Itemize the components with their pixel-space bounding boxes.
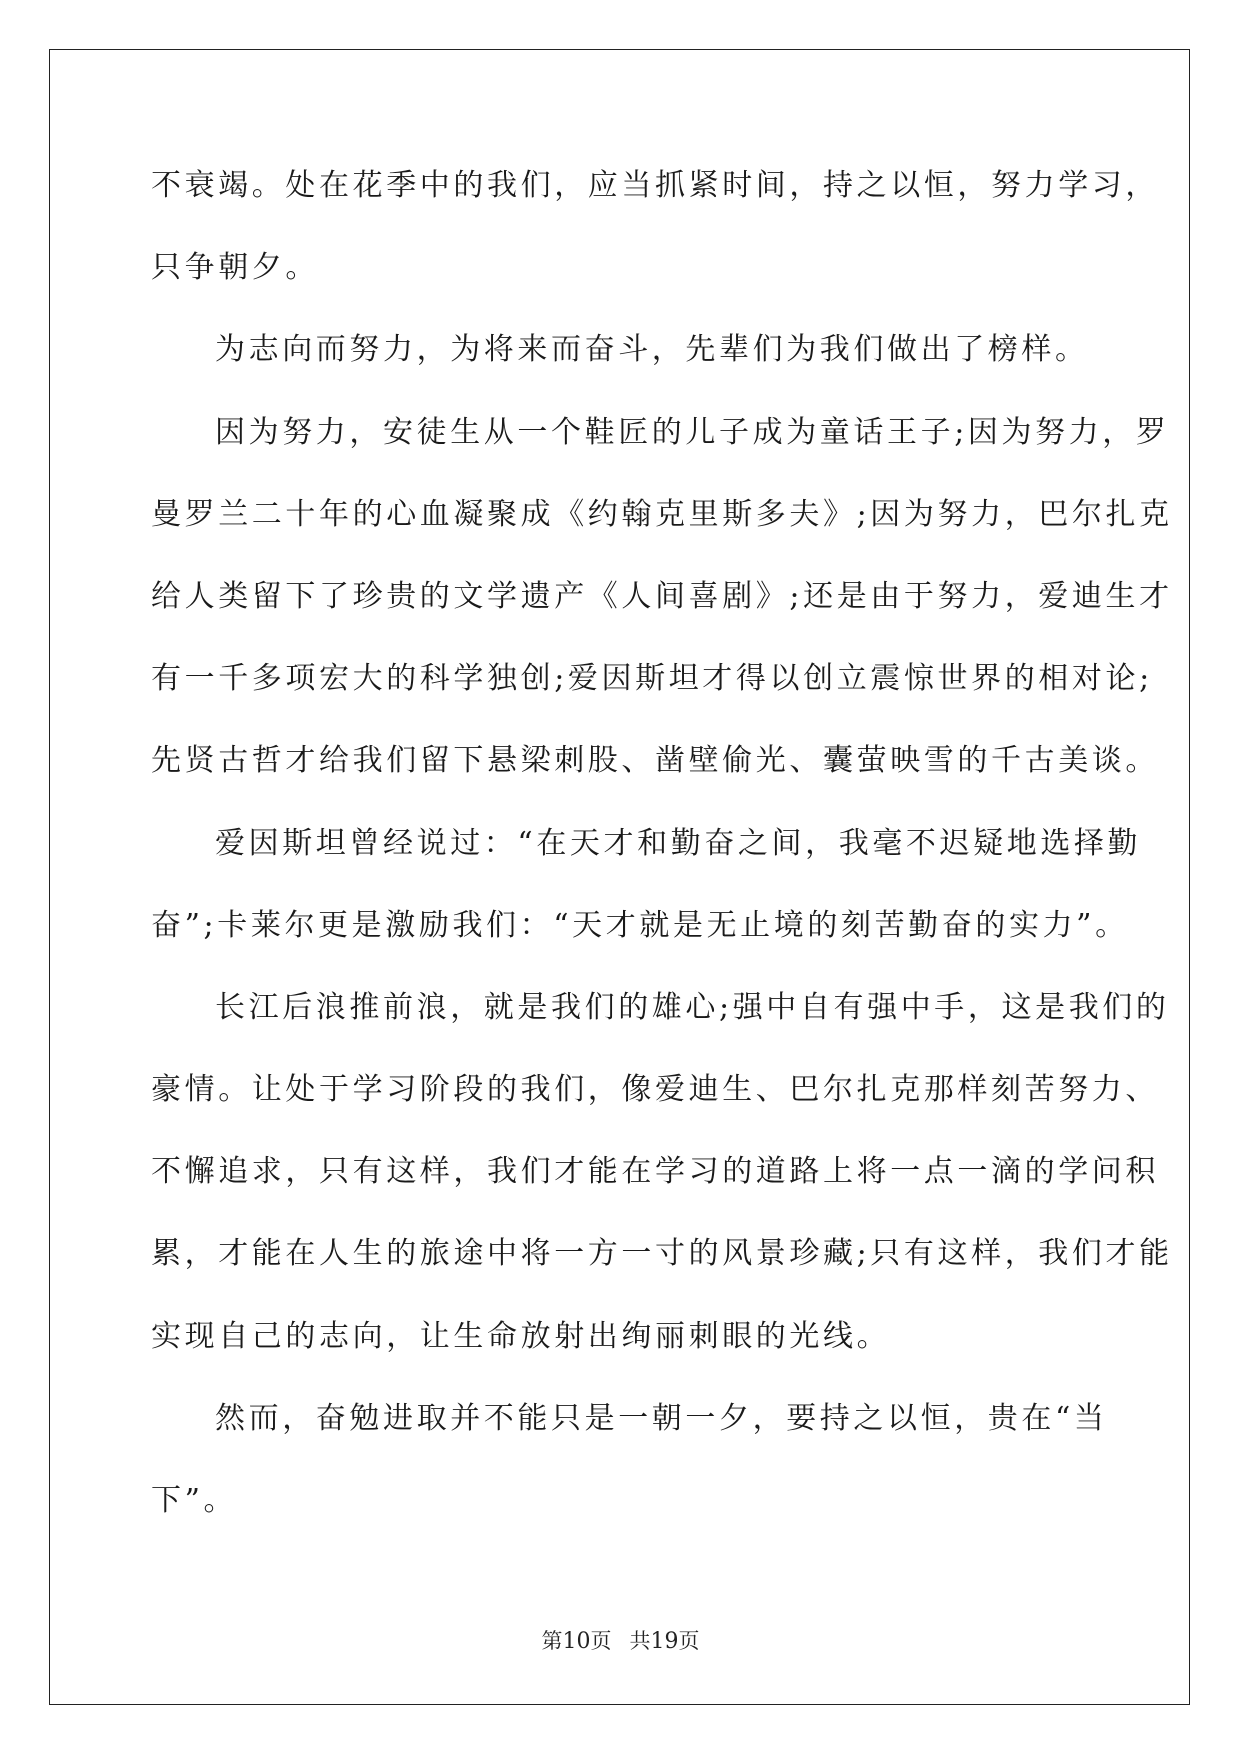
footer-total-prefix: 共 <box>629 1629 651 1653</box>
footer-total-suffix: 页 <box>678 1629 700 1653</box>
text-line: 有一千多项宏大的科学独创;爱因斯坦才得以创立震惊世界的相对论; <box>151 661 1153 697</box>
text-line: 因为努力，安徒生从一个鞋匠的儿子成为童话王子;因为努力，罗 <box>215 414 1170 450</box>
document-body <box>151 160 1173 1557</box>
text-line: 为志向而努力，为将来而奋斗，先辈们为我们做出了榜样。 <box>215 332 1089 368</box>
text-line: 豪情。让处于学习阶段的我们，像爱迪生、巴尔扎克那样刻苦努力、 <box>151 1072 1159 1108</box>
text-line: 不衰竭。处在花季中的我们，应当抓紧时间，持之以恒，努力学习， <box>151 168 1159 203</box>
text-line: 长江后浪推前浪，就是我们的雄心;强中自有强中手，这是我们的 <box>215 989 1170 1025</box>
footer-prefix: 第 <box>541 1629 563 1653</box>
total-pages-number: 19 <box>650 1629 679 1654</box>
text-line: 先贤古哲才给我们留下悬梁刺股、凿壁偷光、囊萤映雪的千古美谈。 <box>151 743 1159 779</box>
text-line: 只争朝夕。 <box>151 250 319 286</box>
footer-page-suffix: 页 <box>590 1629 612 1653</box>
text-line: 下”。 <box>151 1483 238 1518</box>
text-line: 奋”;卡莱尔更是激励我们：“天才就是无止境的刻苦勤奋的实力”。 <box>151 907 1129 943</box>
page-footer <box>0 1625 1241 1655</box>
text-line: 然而，奋勉进取并不能只是一朝一夕，要持之以恒，贵在“当 <box>215 1400 1108 1436</box>
text-line: 爱因斯坦曾经说过：“在天才和勤奋之间，我毫不迟疑地选择勤 <box>215 825 1142 861</box>
text-line: 实现自己的志向，让生命放射出绚丽刺眼的光线。 <box>151 1318 891 1354</box>
text-line: 曼罗兰二十年的心血凝聚成《约翰克里斯多夫》;因为努力，巴尔扎克 <box>151 496 1173 532</box>
text-line: 给人类留下了珍贵的文学遗产《人间喜剧》;还是由于努力，爱迪生才 <box>151 578 1173 614</box>
text-line: 不懈追求，只有这样，我们才能在学习的道路上将一点一滴的学问积 <box>151 1154 1159 1190</box>
current-page-number: 10 <box>562 1629 591 1654</box>
text-line: 累，才能在人生的旅途中将一方一寸的风景珍藏;只有这样，我们才能 <box>151 1236 1173 1272</box>
